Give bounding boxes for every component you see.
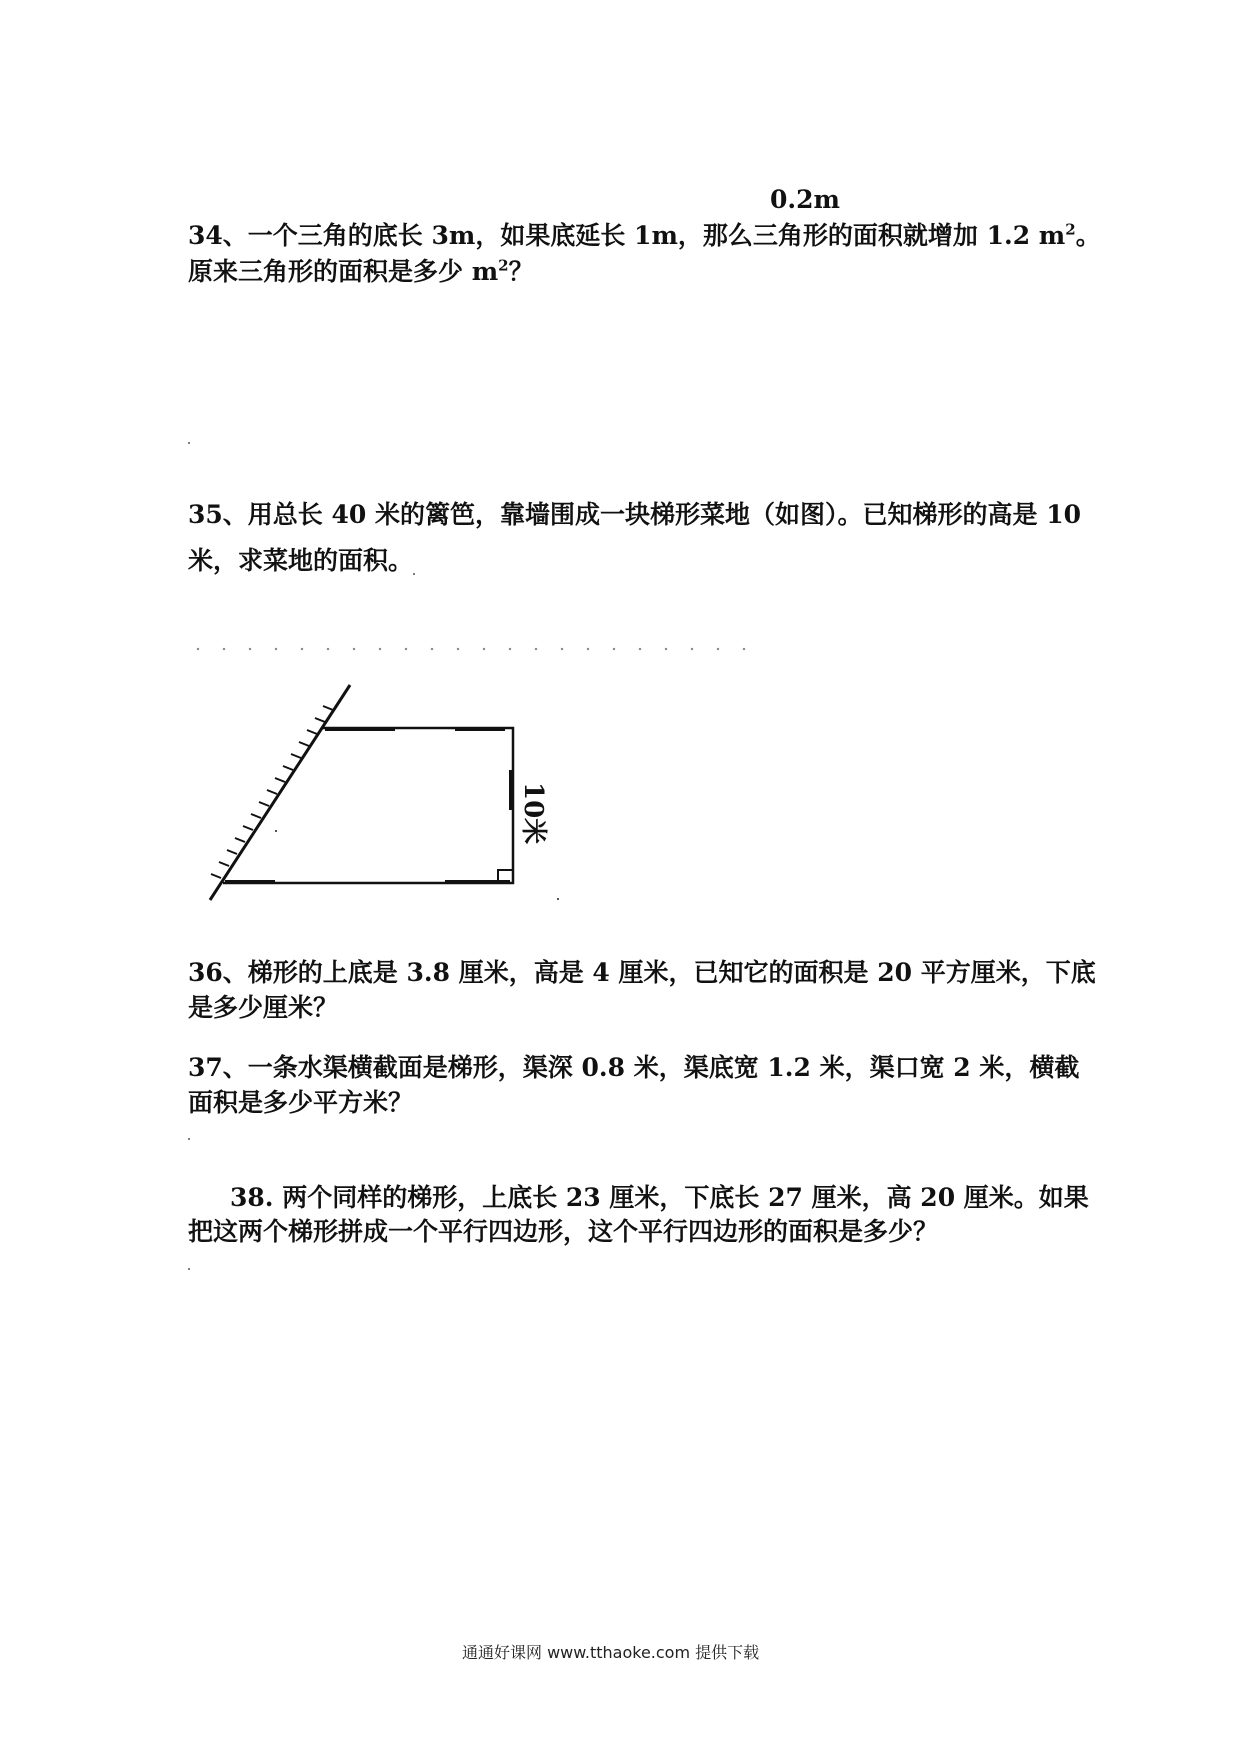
question-38-line2: 把这两个梯形拼成一个平行四边形，这个平行四边形的面积是多少？ [188,1217,939,1246]
question-34-line1 [188,218,1101,254]
header-label: 0.2m [770,185,840,214]
stray-mark [188,442,190,444]
question-35-line2: 米，求菜地的面积。 [188,546,414,575]
question-37-line1: 37、一条水渠横截面是梯形，渠深 0.8 米，渠底宽 1.2 米，渠口宽 2 米，横截 [188,1053,1080,1082]
wall-hatching [211,706,333,878]
height-label: 10米 [518,782,548,845]
question-34-line2-text: 原来三角形的面积是多少 m [188,257,499,286]
question-34-line1-end: 。 [1075,221,1101,250]
superscript: 2 [498,256,509,275]
question-34-line1-text: 34、一个三角的底长 3m，如果底延长 1m，那么三角形的面积就增加 1.2 m [188,221,1066,250]
question-34-line2 [188,254,534,290]
question-37-line2: 面积是多少平方米？ [188,1088,414,1117]
wall-line [210,685,350,900]
question-35-line1: 35、用总长 40 米的篱笆，靠墙围成一块梯形菜地（如图）。已知梯形的高是 10 [188,500,1081,529]
question-36-line2: 是多少厘米？ [188,993,339,1022]
footer-text: 通通好课网 www.tthaoke.com 提供下载 [462,1643,760,1662]
stray-mark [413,573,415,575]
dotted-separator [185,647,765,651]
question-36-line1: 36、梯形的上底是 3.8 厘米，高是 4 厘米，已知它的面积是 20 平方厘米，下底 [188,958,1096,987]
stray-mark [188,1268,190,1270]
question-38-line1: 38. 两个同样的梯形，上底长 23 厘米，下底长 27 厘米，高 20 厘米。如果 [230,1183,1089,1212]
superscript: 2 [1065,220,1076,239]
trapezoid-figure [185,670,565,915]
stray-mark [188,1138,190,1140]
question-34-line2-end: ？ [508,257,534,286]
